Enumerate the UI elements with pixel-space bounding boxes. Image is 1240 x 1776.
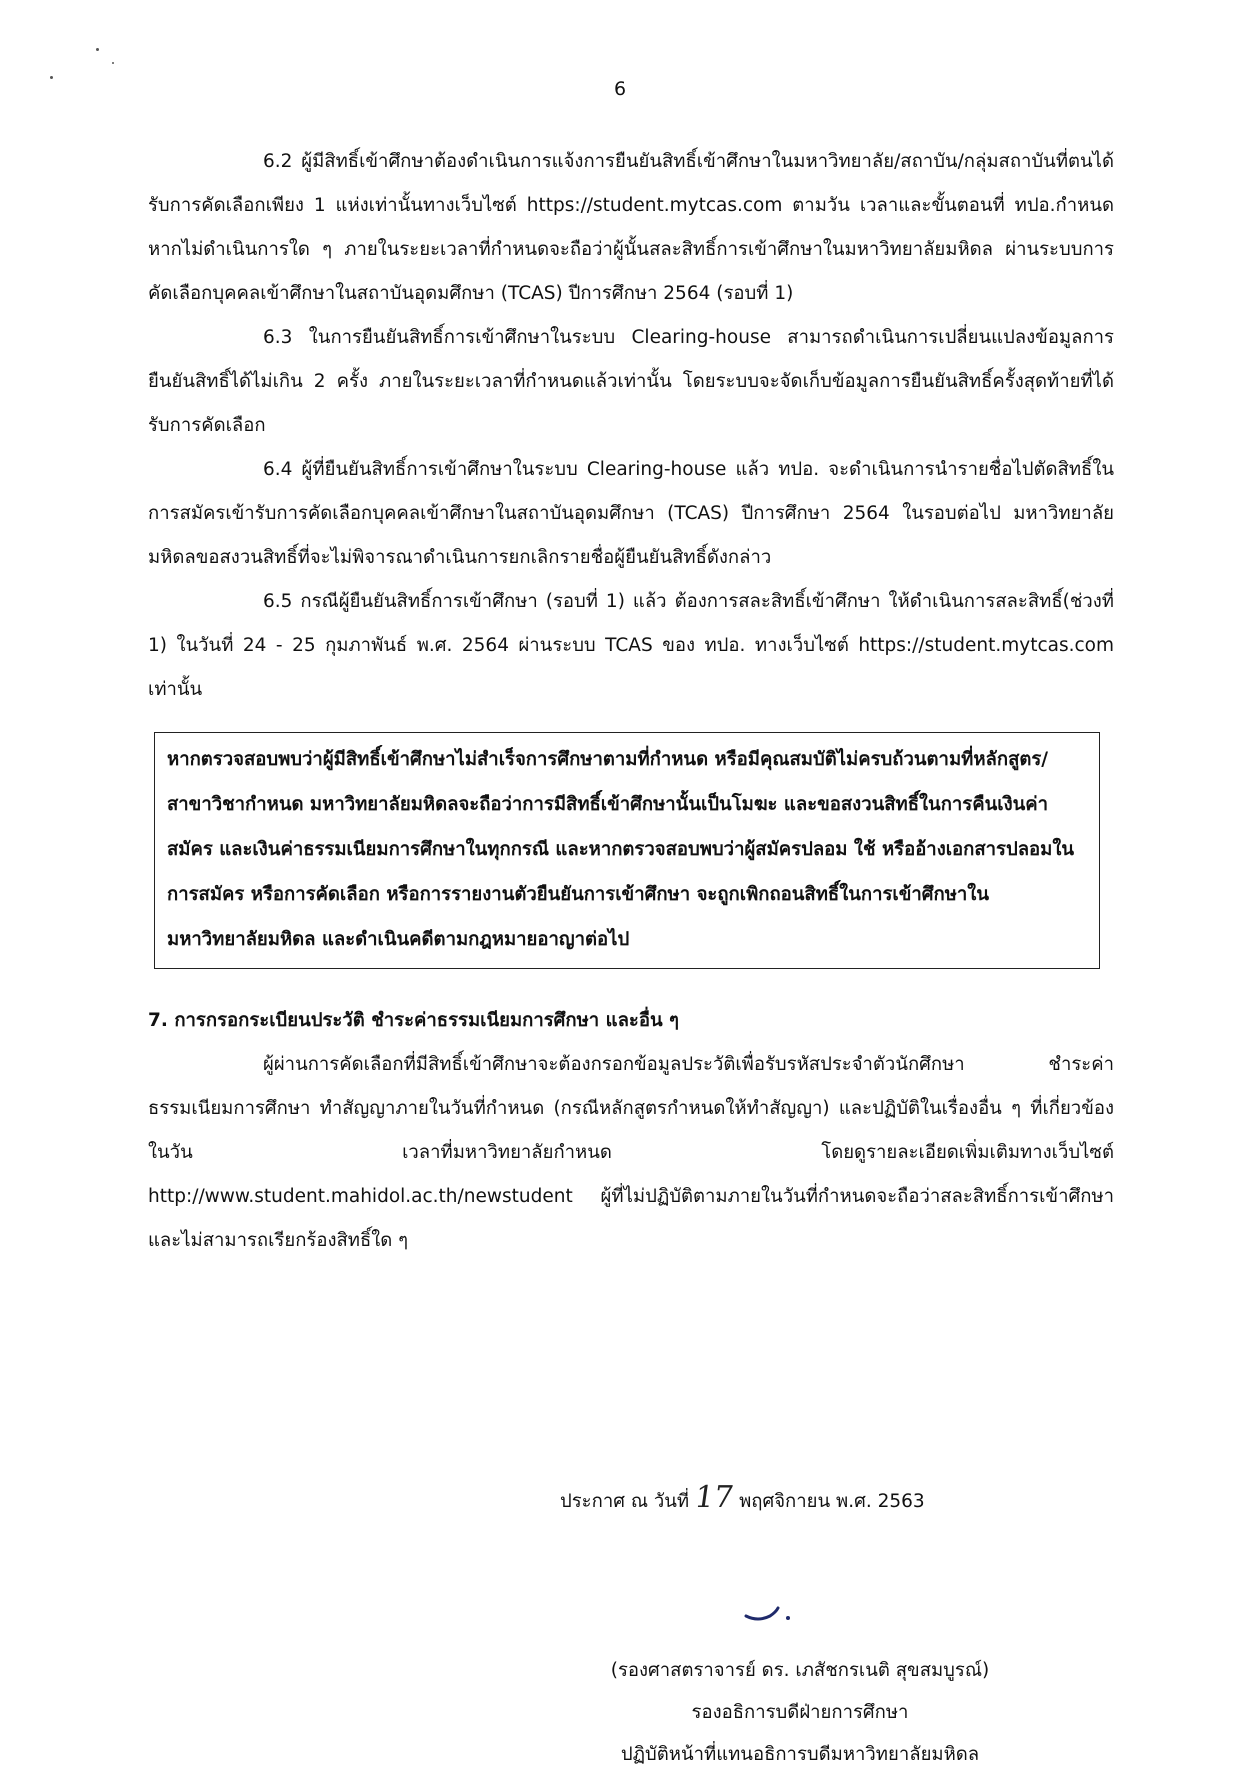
- section-7-heading: 7. การกรอกระเบียนประวัติ ชำระค่าธรรมเนียมการศึกษา และอื่น ๆ: [148, 1010, 679, 1031]
- signatory-name: (รองศาสตราจารย์ ดร. เภสัชกรเนติ สุขสมบูรณ์): [610, 1660, 990, 1681]
- document-body: [148, 140, 1114, 1263]
- signatory-block: [540, 1650, 1060, 1776]
- paragraph-6-4: 6.4 ผู้ที่ยืนยันสิทธิ์การเข้าศึกษาในระบบ Clearing-house แล้ว ทปอ. จะดำเนินการนำรายชื่อไปตัดสิทธิ์ในการสมัครเข้ารับการคัดเลือกบุคคลเข้าศึกษาในสถาบันอุดมศึกษา (TCAS) ปีการศึกษา 2564 ในรอบต่อไป มหาวิทยาลัยมหิดลขอสงวนสิทธิ์ที่จะไม่พิจารณาดำเนินการยกเลิกรายชื่อผู้ยืนยันสิทธิ์ดังกล่าว: [148, 459, 1114, 568]
- paragraph-6-2: 6.2 ผู้มีสิทธิ์เข้าศึกษาต้องดำเนินการแจ้งการยืนยันสิทธิ์เข้าศึกษาในมหาวิทยาลัย/สถาบัน/กลุ่มสถาบันที่ตนได้รับการคัดเลือกเพียง 1 แห่งเท่านั้นทางเว็บไซต์ https://student.mytcas.com ตามวัน เวลาและขั้นตอนที่ ทปอ.กำหนด หากไม่ดำเนินการใด ๆ ภายในระยะเวลาที่กำหนดจะถือว่าผู้นั้นสละสิทธิ์การเข้าศึกษาในมหาวิทยาลัยมหิดล ผ่านระบบการคัดเลือกบุคคลเข้าศึกษาในสถาบันอุดมศึกษา (TCAS) ปีการศึกษา 2564 (รอบที่ 1): [148, 151, 1114, 304]
- section-7-body: ผู้ผ่านการคัดเลือกที่มีสิทธิ์เข้าศึกษาจะต้องกรอกข้อมูลประวัติเพื่อรับรหัสประจำตัวนักศึกษา ชำระค่าธรรมเนียมการศึกษา ทำสัญญาภายในวันที่กำหนด (กรณีหลักสูตรกำหนดให้ทำสัญญา) และปฏิบัติในเรื่องอื่น ๆ ที่เกี่ยวข้องในวัน เวลาที่มหาวิทยาลัยกำหนด โดยดูรายละเอียดเพิ่มเติมทางเว็บไซต์ http://www.student.mahidol.ac.th/newstudent ผู้ที่ไม่ปฏิบัติตามภายในวันที่กำหนดจะถือว่าสละสิทธิ์การเข้าศึกษาและไม่สามารถเรียกร้องสิทธิ์ใด ๆ: [148, 1054, 1114, 1251]
- announcement-suffix: พฤศจิกายน พ.ศ. 2563: [739, 1491, 925, 1512]
- announcement-date: [560, 1480, 1060, 1516]
- signatory-acting: ปฏิบัติหน้าที่แทนอธิการบดีมหาวิทยาลัยมหิดล: [620, 1744, 980, 1765]
- paragraph-6-3: 6.3 ในการยืนยันสิทธิ์การเข้าศึกษาในระบบ Clearing-house สามารถดำเนินการเปลี่ยนแปลงข้อมูลการยืนยันสิทธิ์ได้ไม่เกิน 2 ครั้ง ภายในระยะเวลาที่กำหนดแล้วเท่านั้น โดยระบบจะจัดเก็บข้อมูลการยืนยันสิทธิ์ครั้งสุดท้ายที่ได้รับการคัดเลือก: [148, 327, 1114, 436]
- scan-speck: [112, 62, 114, 64]
- page-number: 6: [613, 78, 627, 100]
- announcement-prefix: ประกาศ ณ วันที่: [560, 1491, 690, 1512]
- paragraph-6-5: 6.5 กรณีผู้ยืนยันสิทธิ์การเข้าศึกษา (รอบที่ 1) แล้ว ต้องการสละสิทธิ์เข้าศึกษา ให้ดำเนินการสละสิทธิ์(ช่วงที่ 1) ในวันที่ 24 - 25 กุมภาพันธ์ พ.ศ. 2564 ผ่านระบบ TCAS ของ ทปอ. ทางเว็บไซต์ https://student.mytcas.com เท่านั้น: [148, 591, 1114, 700]
- signature-mark: [740, 1598, 800, 1628]
- scan-speck: [96, 48, 99, 51]
- notice-box: หากตรวจสอบพบว่าผู้มีสิทธิ์เข้าศึกษาไม่สำเร็จการศึกษาตามที่กำหนด หรือมีคุณสมบัติไม่ครบถ้วนตามที่หลักสูตร/สาขาวิชากำหนด มหาวิทยาลัยมหิดลจะถือว่าการมีสิทธิ์เข้าศึกษานั้นเป็นโมฆะ และขอสงวนสิทธิ์ในการคืนเงินค่าสมัคร และเงินค่าธรรมเนียมการศึกษาในทุกกรณี และหากตรวจสอบพบว่าผู้สมัครปลอม ใช้ หรืออ้างเอกสารปลอมในการสมัคร หรือการคัดเลือก หรือการรายงานตัวยืนยันการเข้าศึกษา จะถูกเพิกถอนสิทธิ์ในการเข้าศึกษาในมหาวิทยาลัยมหิดล และดำเนินคดีตามกฎหมายอาญาต่อไป: [154, 732, 1100, 969]
- signatory-position: รองอธิการบดีฝ่ายการศึกษา: [691, 1702, 909, 1723]
- announcement-day: 17: [692, 1480, 736, 1515]
